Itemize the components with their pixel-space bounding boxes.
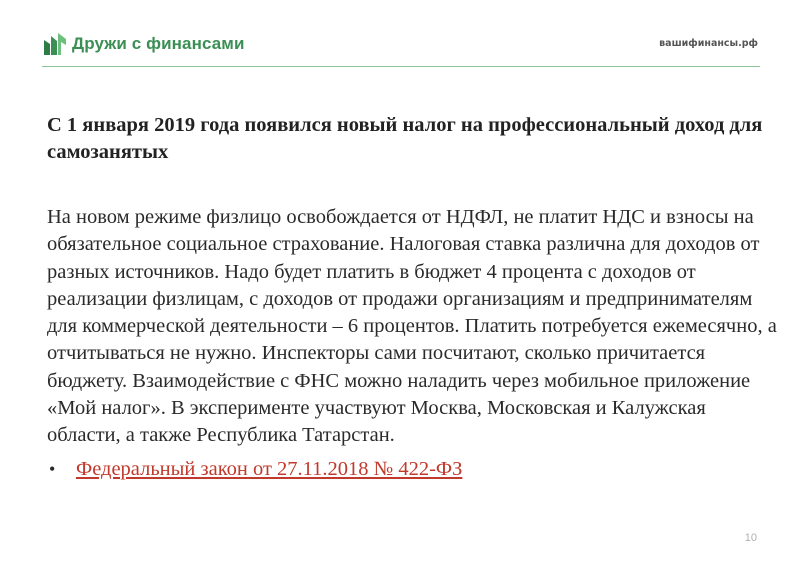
bullet-icon: •: [49, 458, 56, 479]
bullet-list: [47, 456, 777, 483]
slide-content: [47, 112, 777, 483]
slide-header: [0, 0, 800, 70]
federal-law-link[interactable]: Федеральный закон от 27.11.2018 № 422-ФЗ: [76, 457, 463, 480]
slide-body-text: На новом режиме физлицо освобождается от НДФЛ, не платит НДС и взносы на обязательное социальное страхование. Налоговая ставка различна для доходов от разных источников. Надо будет платить в бюджет 4 процента с доходов от реализации физлицам, с доходов от продажи организациям и предпринимателям для коммерческой деятельности – 6 процентов. Платить потребуется ежемесячно, а отчитываться не нужно. Инспекторы сами посчитают, сколько причитается бюджету. Взаимодействие с ФНС можно наладить через мобильное приложение «Мой налог». В эксперименте участвуют Москва, Московская и Калужская области, а также Республика Татарстан.: [47, 206, 777, 447]
page-number: 10: [744, 532, 757, 544]
brand-name: Дружи с финансами: [72, 34, 245, 53]
sprout-logo-icon: [42, 31, 68, 57]
list-item: [47, 456, 777, 483]
brand-logo: [42, 30, 245, 58]
slide-title: С 1 января 2019 года появился новый налог на профессиональный доход для самозанятых: [47, 114, 763, 163]
site-url: вашифинансы.рф: [659, 38, 758, 49]
header-divider: [42, 66, 760, 67]
